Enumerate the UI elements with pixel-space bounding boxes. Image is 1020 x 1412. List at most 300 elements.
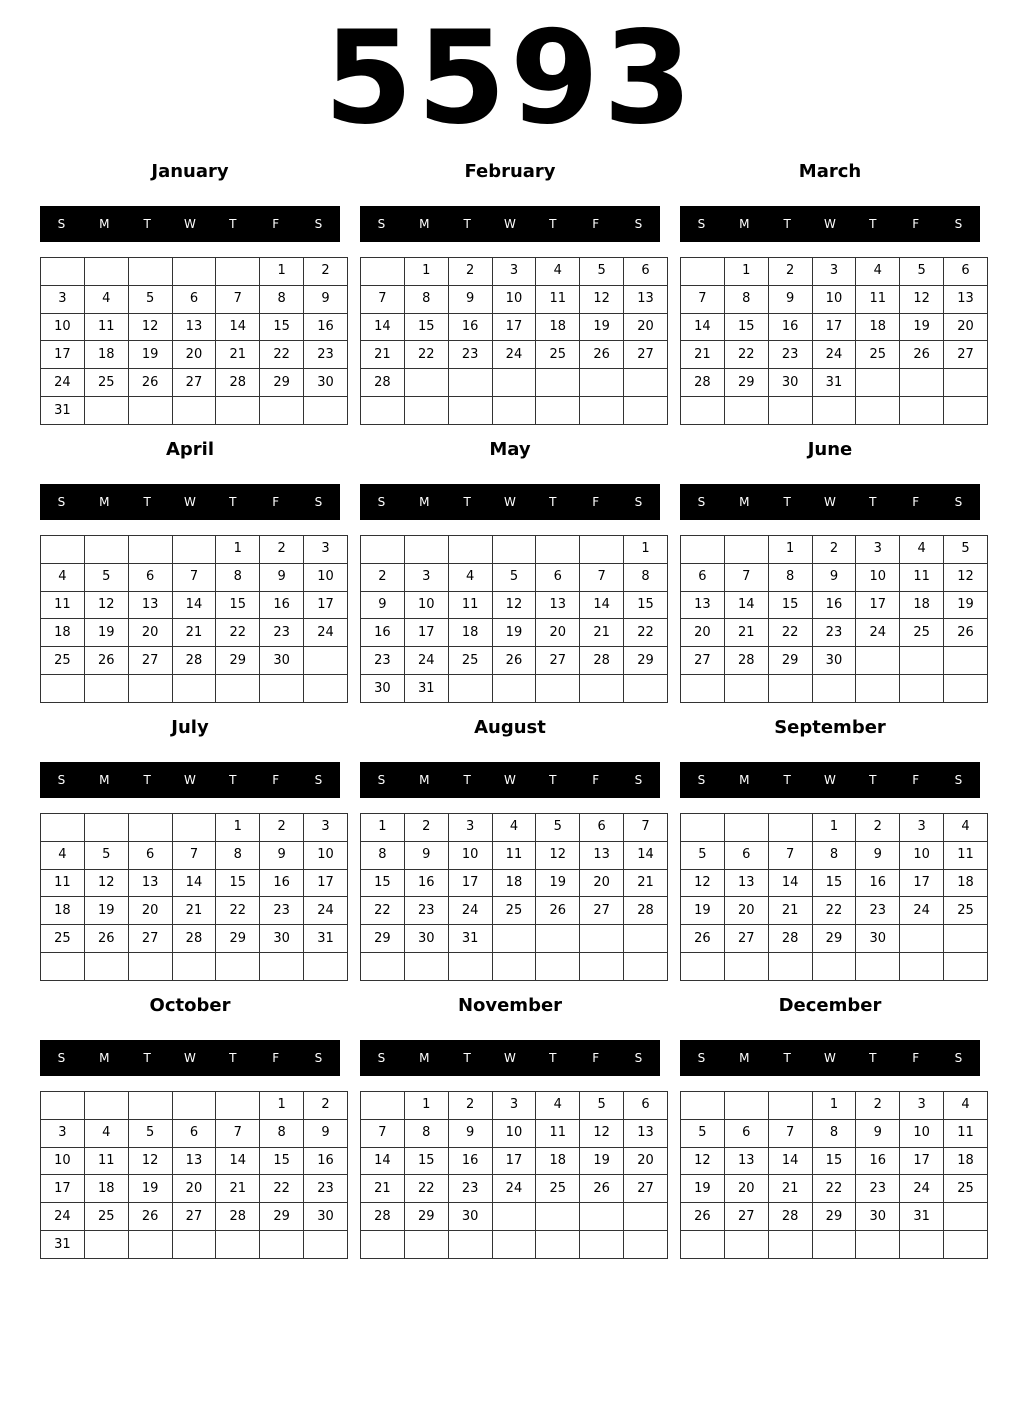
day-cell <box>128 258 172 286</box>
month-name: June <box>807 439 853 460</box>
day-cell <box>404 397 448 425</box>
week-row <box>361 953 668 981</box>
day-cell: 12 <box>580 1119 624 1147</box>
day-cell: 12 <box>580 285 624 313</box>
day-cell: 16 <box>260 869 304 897</box>
day-cell <box>172 814 216 842</box>
day-cell: 28 <box>216 1203 260 1231</box>
week-row <box>361 647 668 675</box>
day-cell: 21 <box>624 869 668 897</box>
day-cell: 27 <box>681 647 725 675</box>
day-cell <box>448 369 492 397</box>
day-cell: 12 <box>84 869 128 897</box>
day-cell: 19 <box>580 313 624 341</box>
month-name: July <box>171 717 209 738</box>
day-cell: 26 <box>128 369 172 397</box>
weekday-label: T <box>229 773 237 787</box>
week-row <box>681 953 988 981</box>
day-cell <box>536 1203 580 1231</box>
weekday-label: S <box>634 217 643 231</box>
day-cell <box>580 953 624 981</box>
day-cell <box>944 369 988 397</box>
day-cell: 12 <box>681 869 725 897</box>
weekday-label: F <box>272 773 280 787</box>
day-cell: 26 <box>580 341 624 369</box>
day-cell: 9 <box>812 563 856 591</box>
day-cell <box>944 953 988 981</box>
day-cell: 16 <box>448 1147 492 1175</box>
day-cell: 17 <box>404 619 448 647</box>
day-cell: 8 <box>260 1119 304 1147</box>
day-cell: 28 <box>361 369 405 397</box>
day-cell: 1 <box>260 1092 304 1120</box>
day-cell <box>944 925 988 953</box>
day-cell: 12 <box>128 1147 172 1175</box>
day-cell: 30 <box>260 647 304 675</box>
day-cell: 22 <box>260 1175 304 1203</box>
day-cell <box>724 397 768 425</box>
day-cell: 9 <box>304 1119 348 1147</box>
day-cell: 16 <box>361 619 405 647</box>
week-row <box>41 1203 348 1231</box>
weekday-label: W <box>184 217 196 231</box>
day-cell <box>536 397 580 425</box>
weekday-header <box>680 762 980 798</box>
week-row <box>361 313 668 341</box>
day-cell: 18 <box>84 1175 128 1203</box>
weekday-label: T <box>549 217 557 231</box>
day-cell: 19 <box>944 591 988 619</box>
day-cell <box>84 1092 128 1120</box>
week-row <box>681 1092 988 1120</box>
day-cell: 22 <box>812 1175 856 1203</box>
day-cell: 14 <box>768 869 812 897</box>
day-cell <box>448 536 492 564</box>
week-row <box>361 814 668 842</box>
day-cell: 5 <box>536 814 580 842</box>
day-cell: 29 <box>216 647 260 675</box>
day-cell: 11 <box>448 591 492 619</box>
month-name: November <box>457 995 563 1016</box>
week-row <box>681 285 988 313</box>
day-cell <box>84 675 128 703</box>
weekday-label: T <box>783 773 791 787</box>
day-cell: 14 <box>172 869 216 897</box>
day-cell: 3 <box>492 258 536 286</box>
day-cell: 1 <box>768 536 812 564</box>
day-cell <box>768 397 812 425</box>
day-cell: 31 <box>304 925 348 953</box>
day-cell: 3 <box>900 814 944 842</box>
week-row <box>41 563 348 591</box>
day-cell: 11 <box>41 869 85 897</box>
day-cell: 28 <box>724 647 768 675</box>
day-cell: 13 <box>624 285 668 313</box>
day-cell <box>681 675 725 703</box>
day-cell: 19 <box>900 313 944 341</box>
day-cell: 29 <box>216 925 260 953</box>
day-cell: 19 <box>681 1175 725 1203</box>
week-row <box>41 1231 348 1259</box>
week-row <box>41 313 348 341</box>
day-cell: 16 <box>856 869 900 897</box>
day-cell: 27 <box>172 369 216 397</box>
week-row <box>41 369 348 397</box>
day-cell: 13 <box>172 313 216 341</box>
day-cell: 22 <box>624 619 668 647</box>
day-cell: 10 <box>41 313 85 341</box>
day-cell: 16 <box>768 313 812 341</box>
day-cell: 11 <box>944 841 988 869</box>
day-cell <box>216 1231 260 1259</box>
day-cell <box>361 953 405 981</box>
week-row <box>681 397 988 425</box>
week-row <box>681 1119 988 1147</box>
day-cell: 5 <box>580 1092 624 1120</box>
day-cell: 24 <box>41 369 85 397</box>
day-cell: 27 <box>536 647 580 675</box>
day-cell: 29 <box>361 925 405 953</box>
day-cell <box>724 814 768 842</box>
day-cell: 15 <box>260 1147 304 1175</box>
day-cell: 17 <box>492 313 536 341</box>
day-cell: 6 <box>624 1092 668 1120</box>
day-cell <box>624 953 668 981</box>
day-cell <box>84 814 128 842</box>
month-name: March <box>798 161 862 182</box>
day-cell: 5 <box>84 563 128 591</box>
day-cell: 20 <box>536 619 580 647</box>
day-cell <box>84 258 128 286</box>
day-grid <box>360 257 668 425</box>
week-row <box>361 397 668 425</box>
day-cell: 20 <box>624 1147 668 1175</box>
day-cell: 10 <box>448 841 492 869</box>
day-cell: 3 <box>304 536 348 564</box>
day-cell: 27 <box>128 647 172 675</box>
day-cell <box>624 1203 668 1231</box>
month-name: January <box>151 161 229 182</box>
day-cell <box>944 1203 988 1231</box>
weekday-label: W <box>504 217 516 231</box>
day-grid <box>680 535 988 703</box>
weekday-label: F <box>592 217 600 231</box>
day-cell: 29 <box>812 925 856 953</box>
day-cell: 15 <box>624 591 668 619</box>
day-cell: 4 <box>944 1092 988 1120</box>
day-cell: 28 <box>216 369 260 397</box>
day-cell <box>856 647 900 675</box>
day-cell: 6 <box>128 563 172 591</box>
day-cell <box>216 953 260 981</box>
day-cell: 25 <box>41 925 85 953</box>
day-cell: 13 <box>724 869 768 897</box>
weekday-label: M <box>99 217 110 231</box>
day-cell <box>216 258 260 286</box>
week-row <box>41 675 348 703</box>
day-cell: 3 <box>492 1092 536 1120</box>
day-cell: 18 <box>536 313 580 341</box>
month-name: December <box>778 995 882 1016</box>
week-row <box>681 814 988 842</box>
day-cell: 24 <box>41 1203 85 1231</box>
day-cell <box>260 675 304 703</box>
weekday-header <box>680 206 980 242</box>
day-cell <box>41 675 85 703</box>
day-cell: 2 <box>260 536 304 564</box>
day-cell: 14 <box>768 1147 812 1175</box>
day-cell: 12 <box>84 591 128 619</box>
day-cell: 15 <box>768 591 812 619</box>
day-cell <box>128 536 172 564</box>
day-cell <box>41 536 85 564</box>
week-row <box>361 675 668 703</box>
day-cell: 24 <box>304 619 348 647</box>
day-cell: 23 <box>856 897 900 925</box>
day-cell: 2 <box>812 536 856 564</box>
day-cell: 7 <box>361 1119 405 1147</box>
week-row <box>361 1231 668 1259</box>
week-row <box>681 1147 988 1175</box>
week-row <box>361 925 668 953</box>
day-cell: 14 <box>361 313 405 341</box>
day-cell: 27 <box>944 341 988 369</box>
day-cell: 9 <box>768 285 812 313</box>
weekday-label: S <box>314 495 323 509</box>
day-cell: 6 <box>580 814 624 842</box>
day-cell <box>260 1231 304 1259</box>
day-cell: 17 <box>41 341 85 369</box>
weekday-label: S <box>954 217 963 231</box>
day-cell <box>624 397 668 425</box>
day-cell <box>624 1231 668 1259</box>
day-cell: 23 <box>260 619 304 647</box>
week-row <box>681 1231 988 1259</box>
day-cell: 4 <box>41 563 85 591</box>
day-cell: 20 <box>724 897 768 925</box>
week-row <box>41 897 348 925</box>
week-row <box>41 591 348 619</box>
day-cell <box>812 1231 856 1259</box>
day-cell: 22 <box>361 897 405 925</box>
day-cell: 1 <box>216 814 260 842</box>
weekday-label: M <box>419 1051 430 1065</box>
day-cell <box>304 675 348 703</box>
weekday-label: W <box>504 1051 516 1065</box>
day-cell: 25 <box>536 341 580 369</box>
day-cell: 27 <box>724 1203 768 1231</box>
day-cell: 23 <box>812 619 856 647</box>
day-cell <box>216 397 260 425</box>
week-row <box>41 619 348 647</box>
weekday-label: W <box>504 495 516 509</box>
week-row <box>361 341 668 369</box>
day-cell: 1 <box>724 258 768 286</box>
day-cell: 11 <box>856 285 900 313</box>
day-cell <box>624 675 668 703</box>
week-row <box>361 369 668 397</box>
day-cell: 30 <box>856 925 900 953</box>
day-cell: 1 <box>624 536 668 564</box>
day-cell: 4 <box>448 563 492 591</box>
day-cell: 9 <box>404 841 448 869</box>
day-cell: 25 <box>84 1203 128 1231</box>
day-cell: 14 <box>172 591 216 619</box>
day-cell: 30 <box>361 675 405 703</box>
day-cell: 29 <box>724 369 768 397</box>
day-cell: 30 <box>812 647 856 675</box>
day-cell: 29 <box>404 1203 448 1231</box>
day-cell: 2 <box>260 814 304 842</box>
day-cell <box>304 953 348 981</box>
day-cell: 18 <box>944 1147 988 1175</box>
day-cell: 28 <box>361 1203 405 1231</box>
weekday-label: S <box>57 217 66 231</box>
week-row <box>681 897 988 925</box>
day-cell: 13 <box>944 285 988 313</box>
day-cell: 23 <box>448 1175 492 1203</box>
day-cell: 18 <box>448 619 492 647</box>
day-cell <box>900 647 944 675</box>
week-row <box>41 1175 348 1203</box>
day-cell <box>724 536 768 564</box>
week-row <box>41 647 348 675</box>
week-row <box>41 841 348 869</box>
day-cell: 22 <box>216 897 260 925</box>
weekday-label: W <box>184 773 196 787</box>
weekday-label: F <box>912 495 920 509</box>
day-cell <box>856 675 900 703</box>
day-cell: 18 <box>856 313 900 341</box>
day-cell: 30 <box>448 1203 492 1231</box>
day-cell <box>128 953 172 981</box>
weekday-label: T <box>143 495 151 509</box>
week-row <box>41 397 348 425</box>
week-row <box>41 341 348 369</box>
day-cell: 2 <box>304 258 348 286</box>
day-cell: 19 <box>536 869 580 897</box>
day-grid <box>360 535 668 703</box>
week-row <box>361 258 668 286</box>
day-cell: 19 <box>580 1147 624 1175</box>
day-cell: 10 <box>900 1119 944 1147</box>
day-cell: 15 <box>216 591 260 619</box>
day-cell: 28 <box>768 1203 812 1231</box>
day-cell: 1 <box>404 258 448 286</box>
day-cell: 10 <box>304 563 348 591</box>
weekday-label: M <box>99 1051 110 1065</box>
weekday-label: T <box>143 1051 151 1065</box>
weekday-label: T <box>783 1051 791 1065</box>
week-row <box>41 953 348 981</box>
weekday-label: F <box>912 217 920 231</box>
day-cell: 26 <box>128 1203 172 1231</box>
day-cell: 13 <box>624 1119 668 1147</box>
day-cell: 6 <box>681 563 725 591</box>
day-cell: 4 <box>900 536 944 564</box>
day-cell <box>84 536 128 564</box>
weekday-label: S <box>697 1051 706 1065</box>
day-cell: 13 <box>172 1147 216 1175</box>
weekday-label: T <box>463 1051 471 1065</box>
weekday-label: S <box>377 217 386 231</box>
weekday-label: M <box>99 773 110 787</box>
day-cell: 24 <box>900 897 944 925</box>
day-cell: 7 <box>216 285 260 313</box>
day-cell <box>681 1231 725 1259</box>
week-row <box>361 897 668 925</box>
day-cell <box>492 953 536 981</box>
weekday-header <box>40 484 340 520</box>
weekday-label: M <box>419 217 430 231</box>
day-cell: 17 <box>448 869 492 897</box>
weekday-label: T <box>463 217 471 231</box>
week-row <box>681 619 988 647</box>
day-cell: 4 <box>536 258 580 286</box>
week-row <box>361 1119 668 1147</box>
day-cell: 28 <box>681 369 725 397</box>
week-row <box>681 675 988 703</box>
day-cell: 5 <box>944 536 988 564</box>
week-row <box>681 341 988 369</box>
day-cell <box>724 675 768 703</box>
day-cell: 21 <box>361 1175 405 1203</box>
day-cell <box>448 953 492 981</box>
day-cell: 19 <box>128 341 172 369</box>
weekday-label: M <box>739 217 750 231</box>
weekday-label: F <box>912 1051 920 1065</box>
day-cell: 26 <box>84 925 128 953</box>
day-cell <box>492 1231 536 1259</box>
day-cell: 12 <box>492 591 536 619</box>
day-cell <box>624 925 668 953</box>
day-cell: 20 <box>172 1175 216 1203</box>
day-cell: 19 <box>492 619 536 647</box>
weekday-label: T <box>869 773 877 787</box>
day-cell <box>768 1092 812 1120</box>
day-cell <box>768 953 812 981</box>
weekday-label: F <box>592 495 600 509</box>
day-cell <box>84 953 128 981</box>
day-cell <box>41 814 85 842</box>
day-cell: 3 <box>448 814 492 842</box>
day-cell <box>172 675 216 703</box>
day-cell: 3 <box>41 285 85 313</box>
day-cell: 9 <box>448 1119 492 1147</box>
day-cell: 3 <box>304 814 348 842</box>
day-cell: 23 <box>404 897 448 925</box>
day-cell: 3 <box>812 258 856 286</box>
day-cell <box>260 953 304 981</box>
day-cell: 9 <box>856 841 900 869</box>
day-cell: 2 <box>304 1092 348 1120</box>
week-row <box>681 925 988 953</box>
day-cell: 3 <box>856 536 900 564</box>
day-cell <box>41 258 85 286</box>
weekday-header <box>40 206 340 242</box>
day-cell: 31 <box>41 1231 85 1259</box>
day-cell: 6 <box>944 258 988 286</box>
day-cell: 17 <box>41 1175 85 1203</box>
day-cell <box>172 258 216 286</box>
day-cell <box>812 675 856 703</box>
day-cell <box>944 1231 988 1259</box>
week-row <box>361 285 668 313</box>
weekday-label: T <box>869 495 877 509</box>
day-cell: 11 <box>536 1119 580 1147</box>
day-cell <box>492 536 536 564</box>
day-cell <box>724 953 768 981</box>
